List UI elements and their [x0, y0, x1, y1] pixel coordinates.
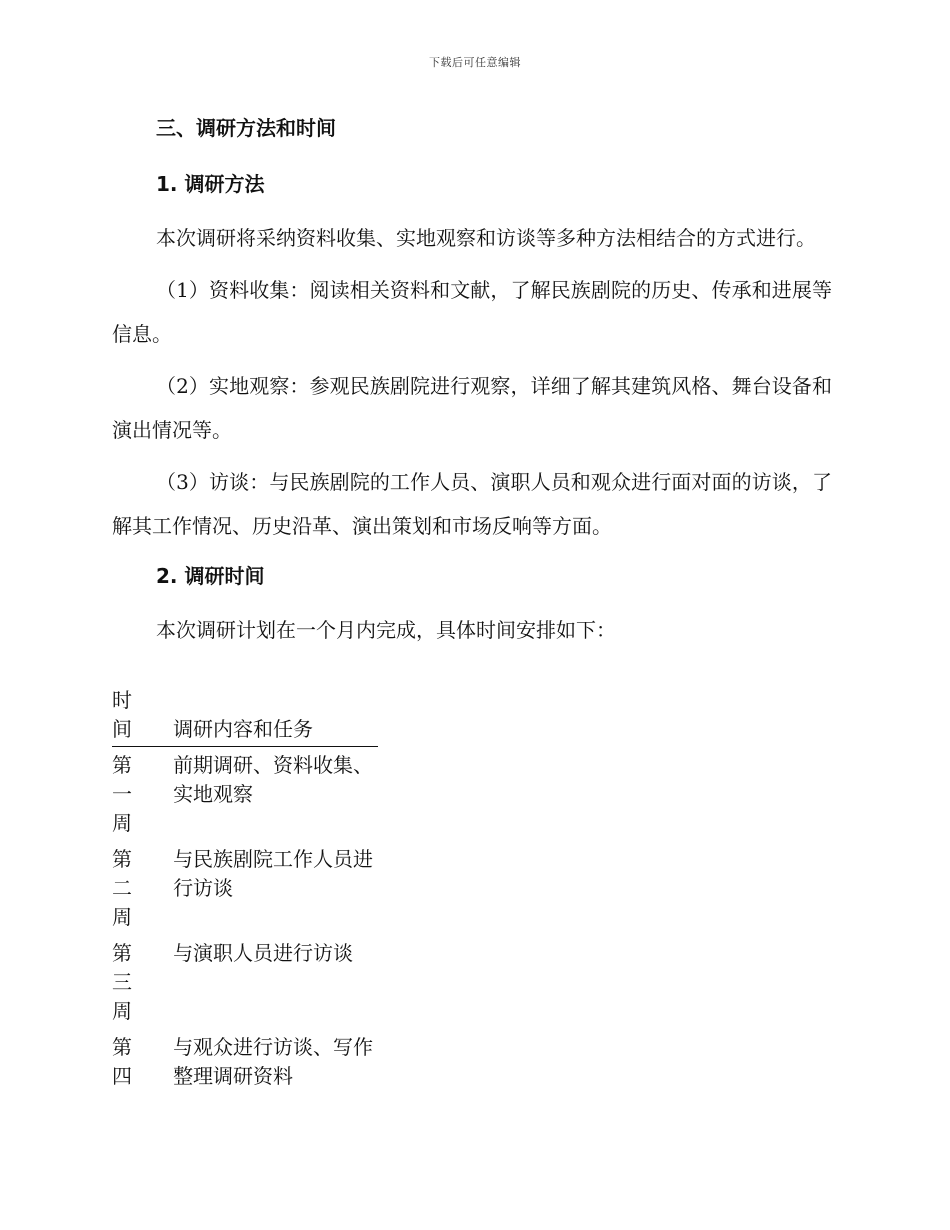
methods-intro-paragraph: 本次调研将采纳资料收集、实地观察和访谈等多种方法相结合的方式进行。 [156, 226, 816, 250]
section-heading: 三、调研方法和时间 [156, 116, 336, 140]
row-time-cell: 第四 [112, 1035, 132, 1088]
row-task-cell: 与演职人员进行访谈 [173, 941, 354, 965]
column-header-time: 时间 [112, 688, 132, 741]
method-item-3: （3）访谈：与民族剧院的工作人员、演职人员和观众进行面对面的访谈，了解其工作情况、历史沿革、演出策划和市场反响等方面。 [112, 470, 832, 538]
table-row [112, 935, 378, 1029]
method-item-2: （2）实地观察：参观民族剧院进行观察，详细了解其建筑风格、舞台设备和演出情况等。 [112, 374, 832, 442]
subheading-time: 2. 调研时间 [156, 564, 265, 588]
row-task-cell: 与民族剧院工作人员进行访谈 [173, 847, 374, 900]
table-row [112, 841, 378, 935]
table-row [112, 1029, 378, 1094]
document-body [112, 108, 832, 1094]
subheading-methods: 1. 调研方法 [156, 172, 265, 196]
method-item-1: （1）资料收集：阅读相关资料和文献，了解民族剧院的历史、传承和进展等信息。 [112, 278, 832, 346]
row-time-cell: 第三周 [112, 941, 132, 1023]
schedule-table [112, 686, 378, 1094]
table-header-row [112, 686, 378, 747]
table-row [112, 747, 378, 841]
row-task-cell: 与观众进行访谈、写作整理调研资料 [173, 1035, 374, 1088]
column-header-task: 调研内容和任务 [173, 717, 314, 741]
row-time-cell: 第一周 [112, 753, 132, 835]
row-task-cell: 前期调研、资料收集、实地观察 [173, 753, 374, 806]
page-header-note: 下载后可任意编辑 [429, 56, 521, 69]
row-time-cell: 第二周 [112, 847, 132, 929]
time-intro-paragraph: 本次调研计划在一个月内完成，具体时间安排如下： [156, 618, 616, 642]
